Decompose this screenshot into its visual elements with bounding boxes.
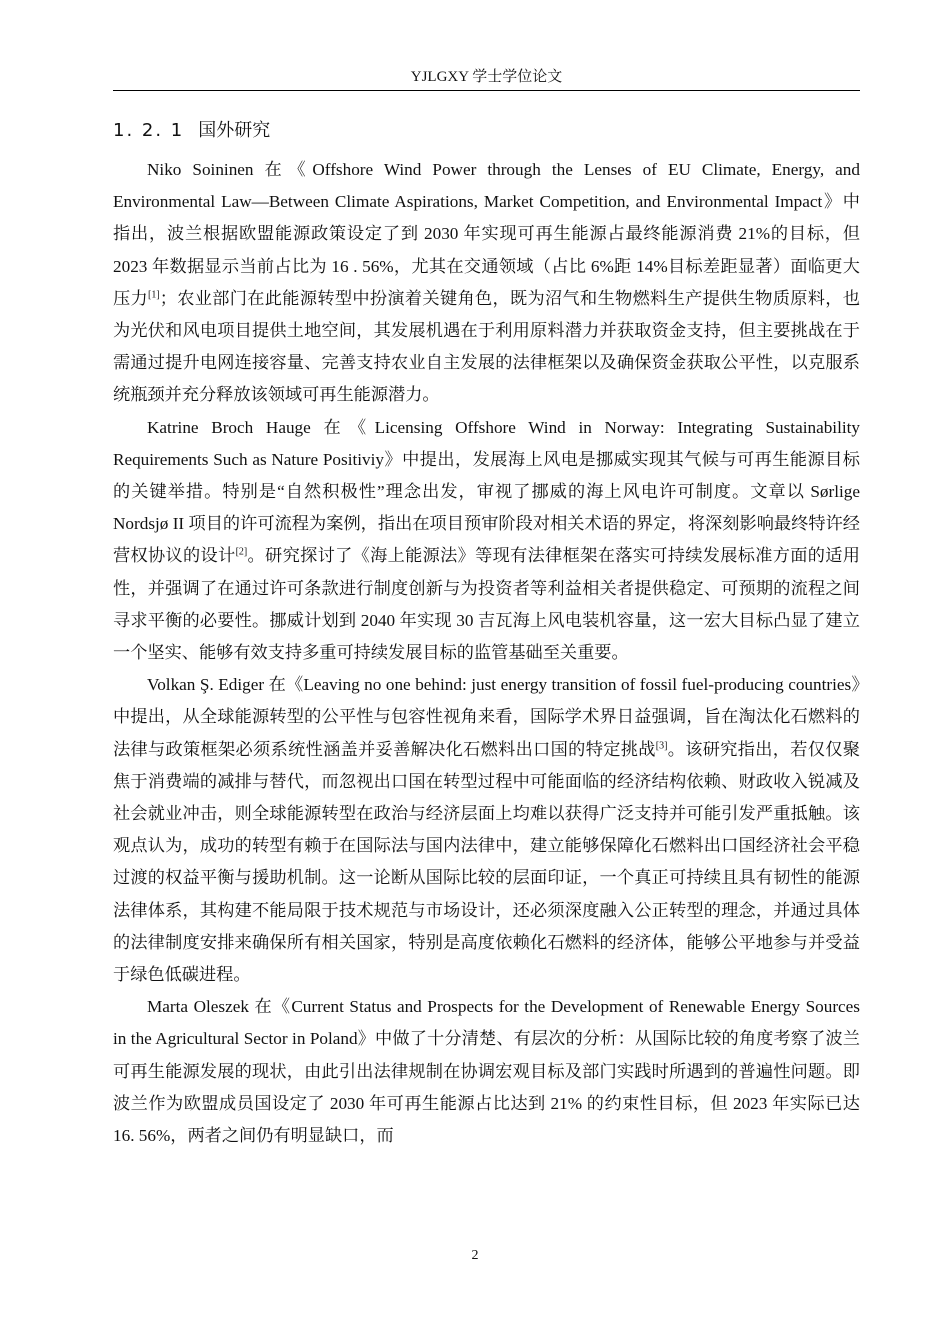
paragraph-text: Katrine Broch Hauge 在《Licensing Offshore Wind in Norway: Integrating Sustainability Requirements Such as Nature Positiviy》中提出，发展海上风电是挪威实现其气候与可再生能源目标的关键举措。特别是“自然积极性”理念出发，审视了挪威的海上风电许可制度。文章以 Sørlige Nordsjø II 项目的许可流程为案例，指出在项目预审阶段对相关术语的界定，将深刻影响最终特许经营权协议的设计 bbox=[113, 417, 860, 566]
paragraph-soininen bbox=[113, 154, 860, 412]
section-title-text: 国外研究 bbox=[198, 120, 271, 141]
page-number: 2 bbox=[471, 1248, 479, 1263]
paragraph-text: Marta Oleszek 在《Current Status and Prospects for the Development of Renewable Energy Sources in the Agricultural Sector in Poland》中做了十分清楚、有层次的分析：从国际比较的角度考察了波兰可再生能源发展的现状，由此引出法律规制在协调宏观目标及部门实践时所遇到的普遍性问题。即波兰作为欧盟成员国设定了 2030 年可再生能源占比达到 21% 的约束性目标，但 2023 年实际已达 16. 56%，两者之间仍有明显缺口，而 bbox=[113, 997, 860, 1146]
section-number: 1. 2. 1 bbox=[113, 120, 185, 141]
header-rule bbox=[113, 90, 860, 91]
running-header: YJLGXY 学士学位论文 bbox=[410, 69, 563, 85]
citation-ref: [3] bbox=[655, 739, 668, 751]
paragraph-ediger bbox=[113, 669, 860, 991]
paragraph-hauge bbox=[113, 412, 860, 670]
paragraph-text: 。研究探讨了《海上能源法》等现有法律框架在落实可持续发展标准方面的适用性，并强调了在通过许可条款进行制度创新与为投资者等利益相关者提供稳定、可预期的流程之间寻求平衡的必要性。挪威计划到 2040 年实现 30 吉瓦海上风电装机容量，这一宏大目标凸显了建立一个坚实、能够有效支持多重可持续发展目标的监管基础至关重要。 bbox=[113, 546, 860, 663]
paragraph-text: ；农业部门在此能源转型中扮演着关键角色，既为沼气和生物燃料生产提供生物质原料，也为光伏和风电项目提供土地空间，其发展机遇在于利用原料潜力并获取资金支持，但主要挑战在于需通过提升电网连接容量、完善支持农业自主发展的法律框架以及确保资金获取公平性，以克服系统瓶颈并充分释放该领域可再生能源潜力。 bbox=[113, 288, 860, 405]
body-text bbox=[113, 154, 860, 1152]
paragraph-text: Volkan Ş. Ediger 在《Leaving no one behind: just energy transition of fossil fuel-producing countries》中提出，从全球能源转型的公平性与包容性视角来看，国际学术界日益强调，旨在淘汰化石燃料的法律与政策框架必须系统性涵盖并妥善解决化石燃料出口国的特定挑战 bbox=[113, 675, 860, 759]
citation-ref: [2] bbox=[235, 546, 248, 558]
paragraph-text: Niko Soininen 在《Offshore Wind Power through the Lenses of EU Climate, Energy, and Environmental Law—Between Climate Aspirations, Market Competition, and Environmental Impact》中指出，波兰根据欧盟能源政策设定了到 2030 年实现可再生能源占最终能源消费 21%的目标，但 2023 年数据显示当前占比为 16 . 56%，尤其在交通领域（占比 6%距 14%目标差距显著）面临更大压力 bbox=[113, 160, 860, 308]
paragraph-oleszek bbox=[113, 991, 860, 1152]
section-heading bbox=[113, 118, 270, 144]
paragraph-text: 。该研究指出，若仅仅聚焦于消费端的减排与替代，而忽视出口国在转型过程中可能面临的经济结构依赖、财政收入锐减及社会就业冲击，则全球能源转型在政治与经济层面上均难以获得广泛支持并可能引发严重抵触。该观点认为，成功的转型有赖于在国际法与国内法律中，建立能够保障化石燃料出口国经济社会平稳过渡的权益平衡与援助机制。这一论断从国际比较的层面印证，一个真正可持续且具有韧性的能源法律体系，其构建不能局限于技术规范与市场设计，还必须深度融入公正转型的理念，并通过具体的法律制度安排来确保所有相关国家，特别是高度依赖化石燃料的经济体，能够公平地参与并受益于绿色低碳进程。 bbox=[113, 739, 860, 985]
citation-ref: [1] bbox=[148, 289, 160, 301]
